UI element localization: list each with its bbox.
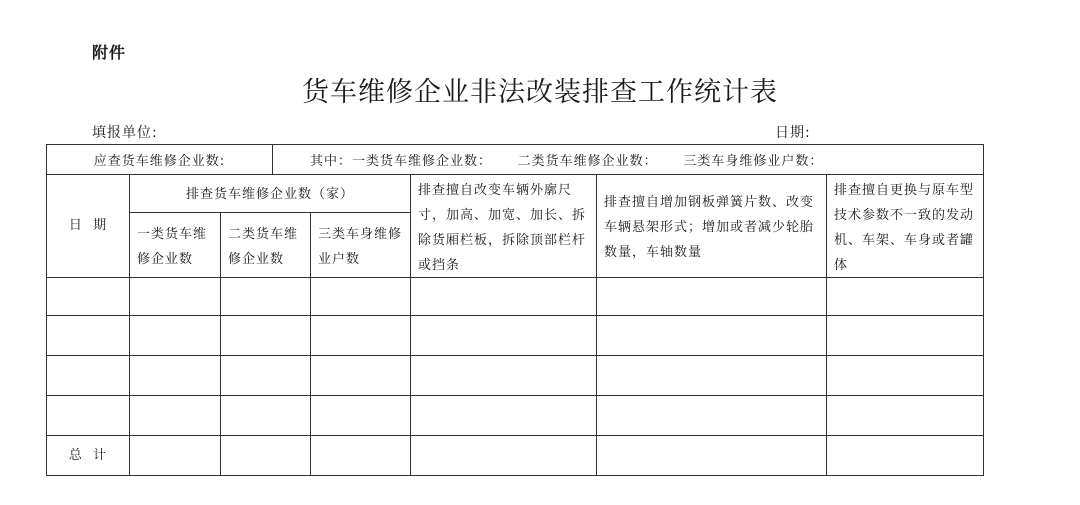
table-line bbox=[310, 212, 311, 476]
table-line bbox=[272, 144, 273, 175]
component-replacement-header: 排查擅自更换与原车型技术参数不一致的发动机、车架、车身或者罐体 bbox=[834, 183, 975, 273]
table-border-left bbox=[46, 144, 47, 476]
table-line bbox=[46, 395, 984, 396]
table-line bbox=[46, 174, 984, 175]
suspension-modification-header: 排查擅自增加钢板弹簧片数、改变车辆悬架形式；增加或者减少轮胎数量，车轴数量 bbox=[604, 195, 815, 260]
class-one-enterprises-header: 一类货车维修企业数 bbox=[137, 227, 208, 267]
attachment-label: 附件 bbox=[92, 43, 127, 62]
table-line bbox=[46, 315, 984, 316]
table-line bbox=[46, 355, 984, 356]
class-three-bodyshops-header: 三类车身维修业户数 bbox=[318, 227, 403, 267]
table-line bbox=[596, 174, 597, 476]
outline-modification-header: 排查擅自改变车辆外廓尺寸，加高、加宽、加长、拆除货厢栏板，拆除顶部栏杆或挡条 bbox=[418, 183, 587, 273]
inspected-enterprises-header: 排查货车维修企业数（家） bbox=[185, 187, 354, 202]
table-border-bottom bbox=[46, 475, 984, 476]
table-border-right bbox=[983, 144, 984, 476]
page-title: 货车维修企业非法改装排查工作统计表 bbox=[302, 77, 778, 108]
fill-unit-label: 填报单位: bbox=[92, 125, 158, 141]
class-two-enterprises-header: 二类货车维修企业数 bbox=[228, 227, 299, 267]
table-line bbox=[220, 212, 221, 476]
table-border-top bbox=[46, 144, 984, 145]
table-line bbox=[129, 174, 130, 476]
table-line bbox=[46, 435, 984, 436]
date-column-header: 日 期 bbox=[68, 218, 108, 233]
table-line bbox=[129, 212, 410, 213]
table-line bbox=[410, 174, 411, 476]
date-label: 日期: bbox=[775, 125, 811, 141]
total-enterprises-label: 应查货车维修企业数: bbox=[93, 154, 226, 169]
enterprise-breakdown-label: 其中：一类货车维修企业数： 二类货车维修企业数： 三类车身维修业户数： bbox=[310, 154, 824, 169]
table-line bbox=[826, 174, 827, 476]
total-row-label: 总 计 bbox=[68, 448, 108, 463]
